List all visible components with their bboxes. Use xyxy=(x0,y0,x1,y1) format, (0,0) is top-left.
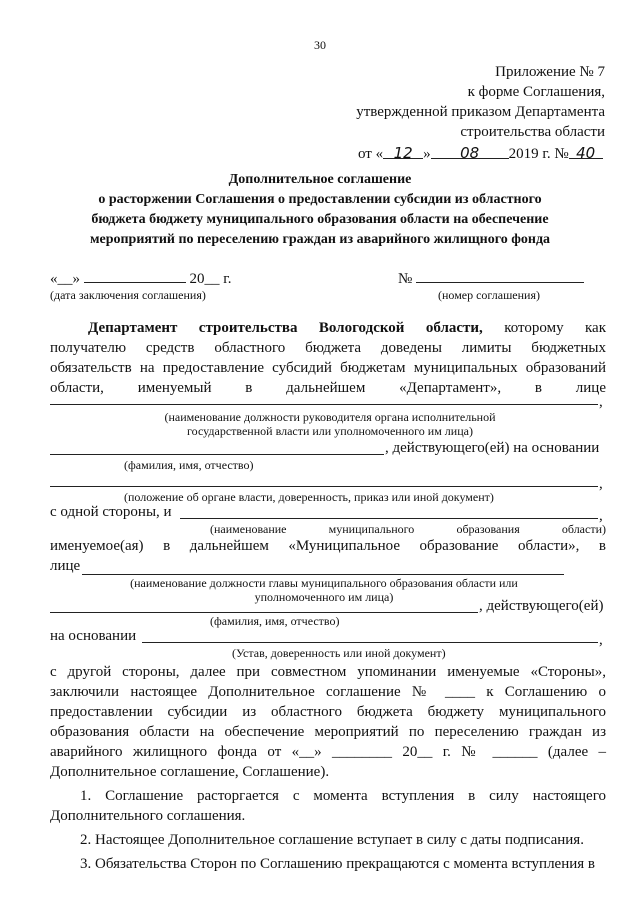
on-basis-text: на основании xyxy=(50,628,137,644)
appendix-month: 08 xyxy=(431,144,509,159)
appendix-line-4: строительства области xyxy=(460,124,605,140)
blank-line-mo-name xyxy=(180,518,598,519)
named-mo-line: именуемое(ая) в дальнейшем «Муниципальное образование области», в xyxy=(50,538,606,554)
date-open: «__» xyxy=(50,271,80,287)
caption-head-name: (фамилия, имя, отчество) xyxy=(124,458,254,472)
paragraph-2-line-6: Дополнительное соглашение, Соглашение). xyxy=(50,764,330,780)
date-prefix: от « xyxy=(358,146,384,162)
blank-line-mo-basis-doc xyxy=(142,642,598,643)
caption-head-position-2: государственной власти или уполномоченного им лица) xyxy=(187,424,473,438)
blank-line-basis-doc xyxy=(50,486,598,487)
paragraph-2-line-5: аварийного жилищного фонда от «__» ________ 20__ г. № ______ (далее – xyxy=(50,744,606,760)
blank-line-mo-head-position xyxy=(82,574,564,575)
number-caption: (номер соглашения) xyxy=(438,288,540,302)
comma: , xyxy=(599,394,603,410)
appendix-line-3: утвержденной приказом Департамента xyxy=(356,104,605,120)
paragraph-2-line-4: образования области на обеспечение мероприятий по переселению граждан из xyxy=(50,724,606,740)
face-text: лице xyxy=(50,558,81,574)
paragraph-2-line-2: заключили настоящее Дополнительное соглашение № ____ к Соглашению о xyxy=(50,684,606,700)
appendix-number: 40 xyxy=(569,144,603,159)
item-1-line-1: 1. Соглашение расторгается с момента вступления в силу настоящего xyxy=(80,788,606,804)
caption-mo-head-2: уполномоченного им лица) xyxy=(254,590,394,604)
title-line-3: бюджета бюджету муниципального образования области на обеспечение xyxy=(91,212,549,227)
comma: , xyxy=(599,508,603,524)
date-caption: (дата заключения соглашения) xyxy=(50,288,206,302)
one-side-text: с одной стороны, и xyxy=(50,504,172,520)
caption-mo-head-name: (фамилия, имя, отчество) xyxy=(210,614,340,628)
date-mid: » xyxy=(423,146,431,162)
acting-text: , действующего(ей) xyxy=(479,598,604,614)
appendix-line-1: Приложение № 7 xyxy=(495,64,605,80)
title-line-4: мероприятий по переселению граждан из аварийного жилищного фонда xyxy=(89,232,551,247)
title-line-2: о расторжении Соглашения о предоставлении субсидии из областного xyxy=(98,192,542,207)
word: как xyxy=(584,320,606,336)
page-number: 30 xyxy=(314,38,326,52)
acting-on-basis: , действующего(ей) на основании xyxy=(385,440,600,456)
paragraph-2-line-1: с другой стороны, далее при совместном упоминании именуемые «Стороны», xyxy=(50,664,606,680)
paragraph-2-line-3: предоставлении субсидии из областного бюджета бюджету муниципального xyxy=(50,704,606,720)
caption-mo-basis-doc: (Устав, доверенность или иной документ) xyxy=(232,646,446,660)
item-2: 2. Настоящее Дополнительное соглашение вступает в силу с даты подписания. xyxy=(80,832,584,848)
word: Вологодской xyxy=(318,320,405,336)
blank-line-head-name xyxy=(50,454,384,455)
blank-line-mo-head-name xyxy=(50,612,478,613)
blank-line-head-position xyxy=(50,404,598,405)
comma: , xyxy=(599,476,603,492)
appendix-line-2: к форме Соглашения, xyxy=(467,84,605,100)
caption-mo-head-1: (наименование должности главы муниципального образования области или xyxy=(130,576,518,590)
date-year: 20__ г. xyxy=(189,271,232,287)
caption-mo-name: (наименование муниципального образования области) xyxy=(210,522,606,536)
word: Департамент xyxy=(88,320,178,336)
caption-head-position-1: (наименование должности руководителя органа исполнительной xyxy=(164,410,496,424)
word: строительства xyxy=(198,320,298,336)
appendix-date-line xyxy=(358,144,603,163)
appendix-year-text: 2019 г. № xyxy=(508,146,569,162)
paragraph-1-line-1 xyxy=(88,320,606,337)
item-1-line-2: Дополнительного соглашения. xyxy=(50,808,246,824)
paragraph-1-line-2: получателю средств областного бюджета доведены лимиты бюджетных xyxy=(50,340,606,356)
date-blank xyxy=(84,268,186,283)
agreement-date-field xyxy=(50,268,231,288)
title-line-1: Дополнительное соглашение xyxy=(228,172,412,187)
number-sign: № xyxy=(398,271,413,287)
item-3: 3. Обязательства Сторон по Соглашению прекращаются с момента вступления в xyxy=(80,856,596,872)
agreement-number-field xyxy=(398,268,584,288)
number-blank xyxy=(416,268,584,283)
comma: , xyxy=(599,632,603,648)
paragraph-1-line-4: области, именуемый в дальнейшем «Департамент», в лице xyxy=(50,380,606,396)
appendix-day: 12 xyxy=(383,144,423,159)
caption-basis-doc: (положение об органе власти, доверенность, приказ или иной документ) xyxy=(124,490,494,504)
word: области, xyxy=(425,320,483,336)
word: которому xyxy=(504,320,564,336)
paragraph-1-line-3: обязательств на предоставление субсидий бюджетам муниципальных образований xyxy=(50,360,606,376)
